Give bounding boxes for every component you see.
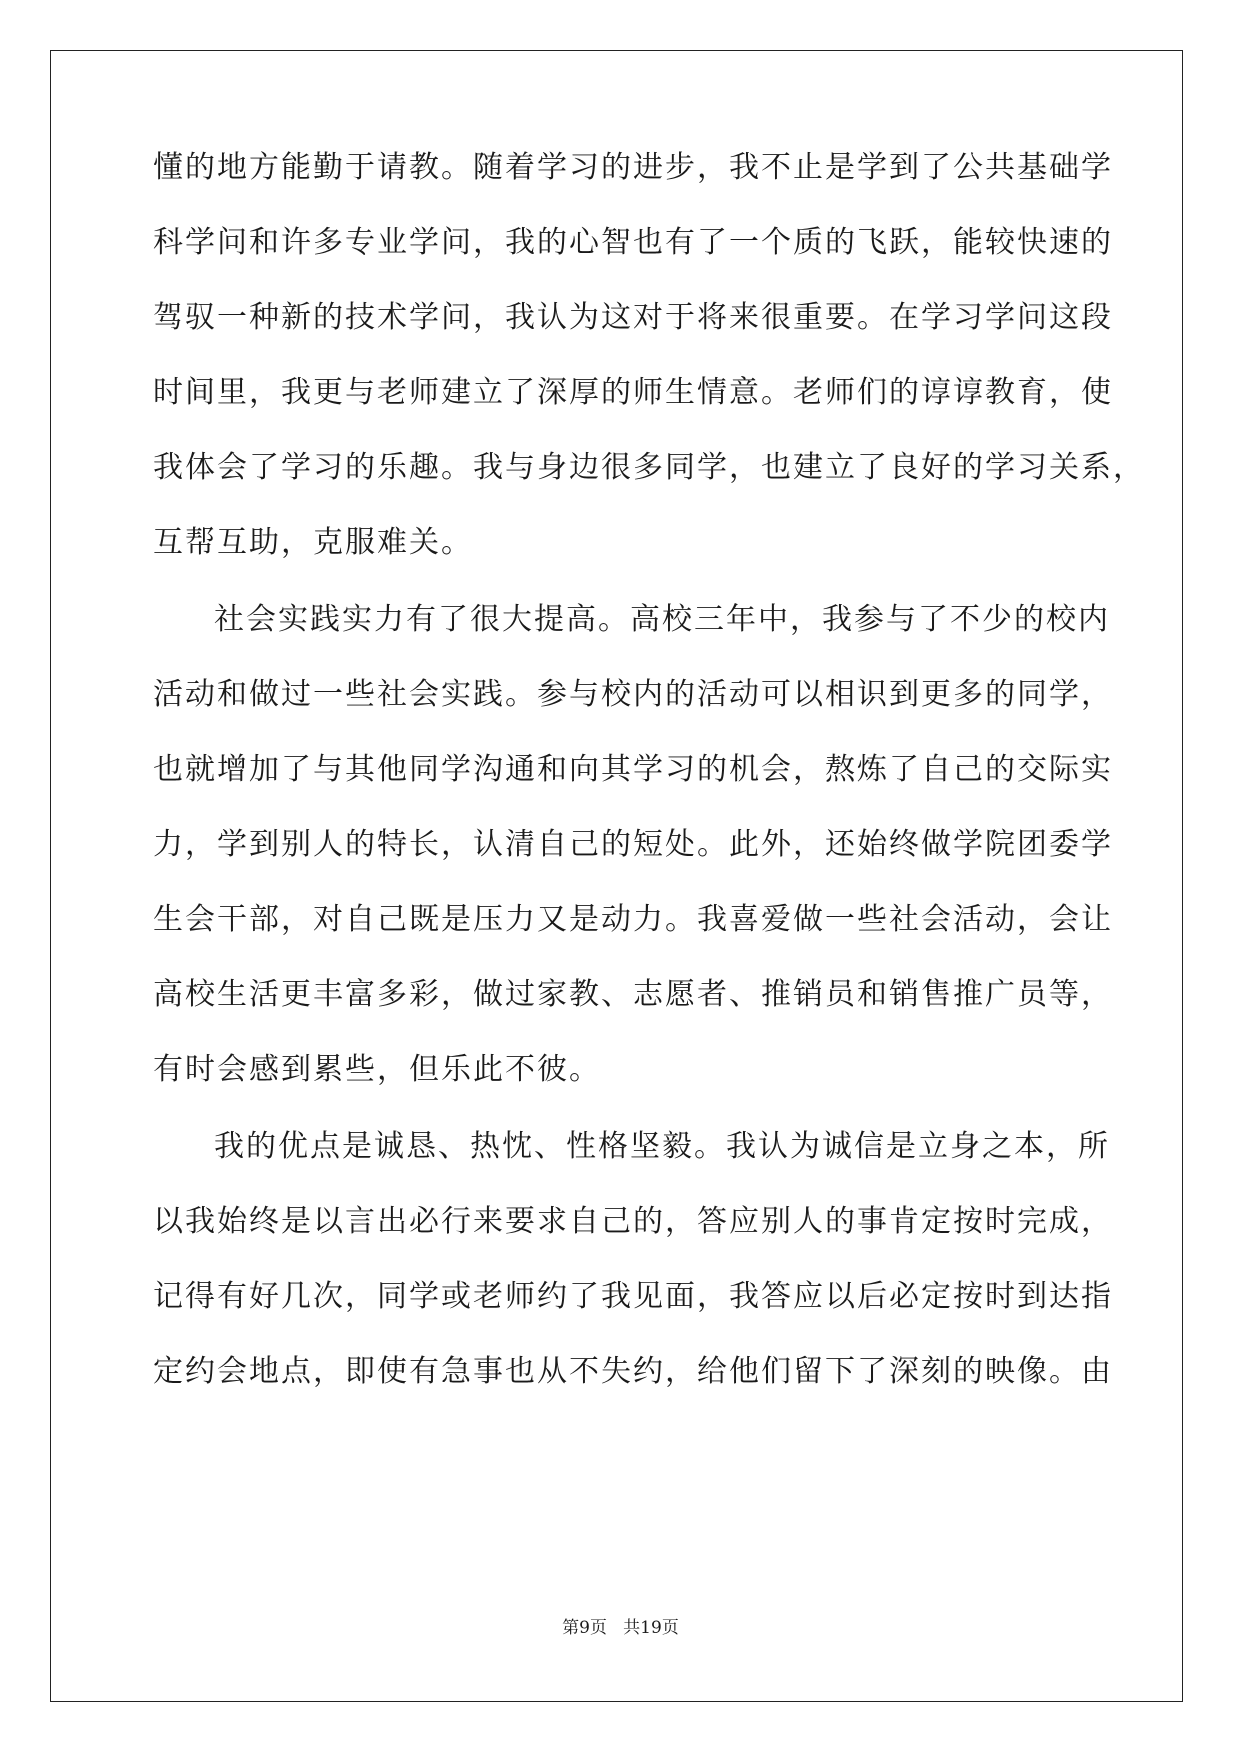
text-line: 互帮互助，克服难关。	[153, 525, 473, 560]
page-number: 第9页 共19页	[562, 1618, 679, 1638]
text-line: 科学问和许多专业学问，我的心智也有了一个质的飞跃，能较快速的	[153, 225, 1113, 260]
text-line: 定约会地点，即使有急事也从不失约，给他们留下了深刻的映像。由	[153, 1354, 1113, 1389]
text-line: 我体会了学习的乐趣。我与身边很多同学，也建立了良好的学习关系，	[153, 450, 1145, 485]
text-line: 以我始终是以言出必行来要求自己的，答应别人的事肯定按时完成，	[153, 1204, 1113, 1239]
text-line: 生会干部，对自己既是压力又是动力。我喜爱做一些社会活动，会让	[153, 902, 1113, 937]
text-line: 时间里，我更与老师建立了深厚的师生情意。老师们的谆谆教育，使	[153, 375, 1113, 410]
paragraph-first-line: 社会实践实力有了很大提高。高校三年中，我参与了不少的校内	[214, 602, 1110, 637]
text-line: 有时会感到累些，但乐此不彼。	[153, 1052, 601, 1087]
text-line: 也就增加了与其他同学沟通和向其学习的机会，熬炼了自己的交际实	[153, 752, 1113, 787]
text-line: 高校生活更丰富多彩，做过家教、志愿者、推销员和销售推广员等，	[153, 977, 1113, 1012]
text-line: 记得有好几次，同学或老师约了我见面，我答应以后必定按时到达指	[153, 1279, 1113, 1314]
paragraph-first-line: 我的优点是诚恳、热忱、性格坚毅。我认为诚信是立身之本，所	[214, 1129, 1110, 1164]
text-line: 力，学到别人的特长，认清自己的短处。此外，还始终做学院团委学	[153, 827, 1113, 862]
text-line: 懂的地方能勤于请教。随着学习的进步，我不止是学到了公共基础学	[153, 150, 1113, 185]
text-line: 活动和做过一些社会实践。参与校内的活动可以相识到更多的同学，	[153, 677, 1113, 712]
text-line: 驾驭一种新的技术学问，我认为这对于将来很重要。在学习学问这段	[153, 300, 1113, 335]
